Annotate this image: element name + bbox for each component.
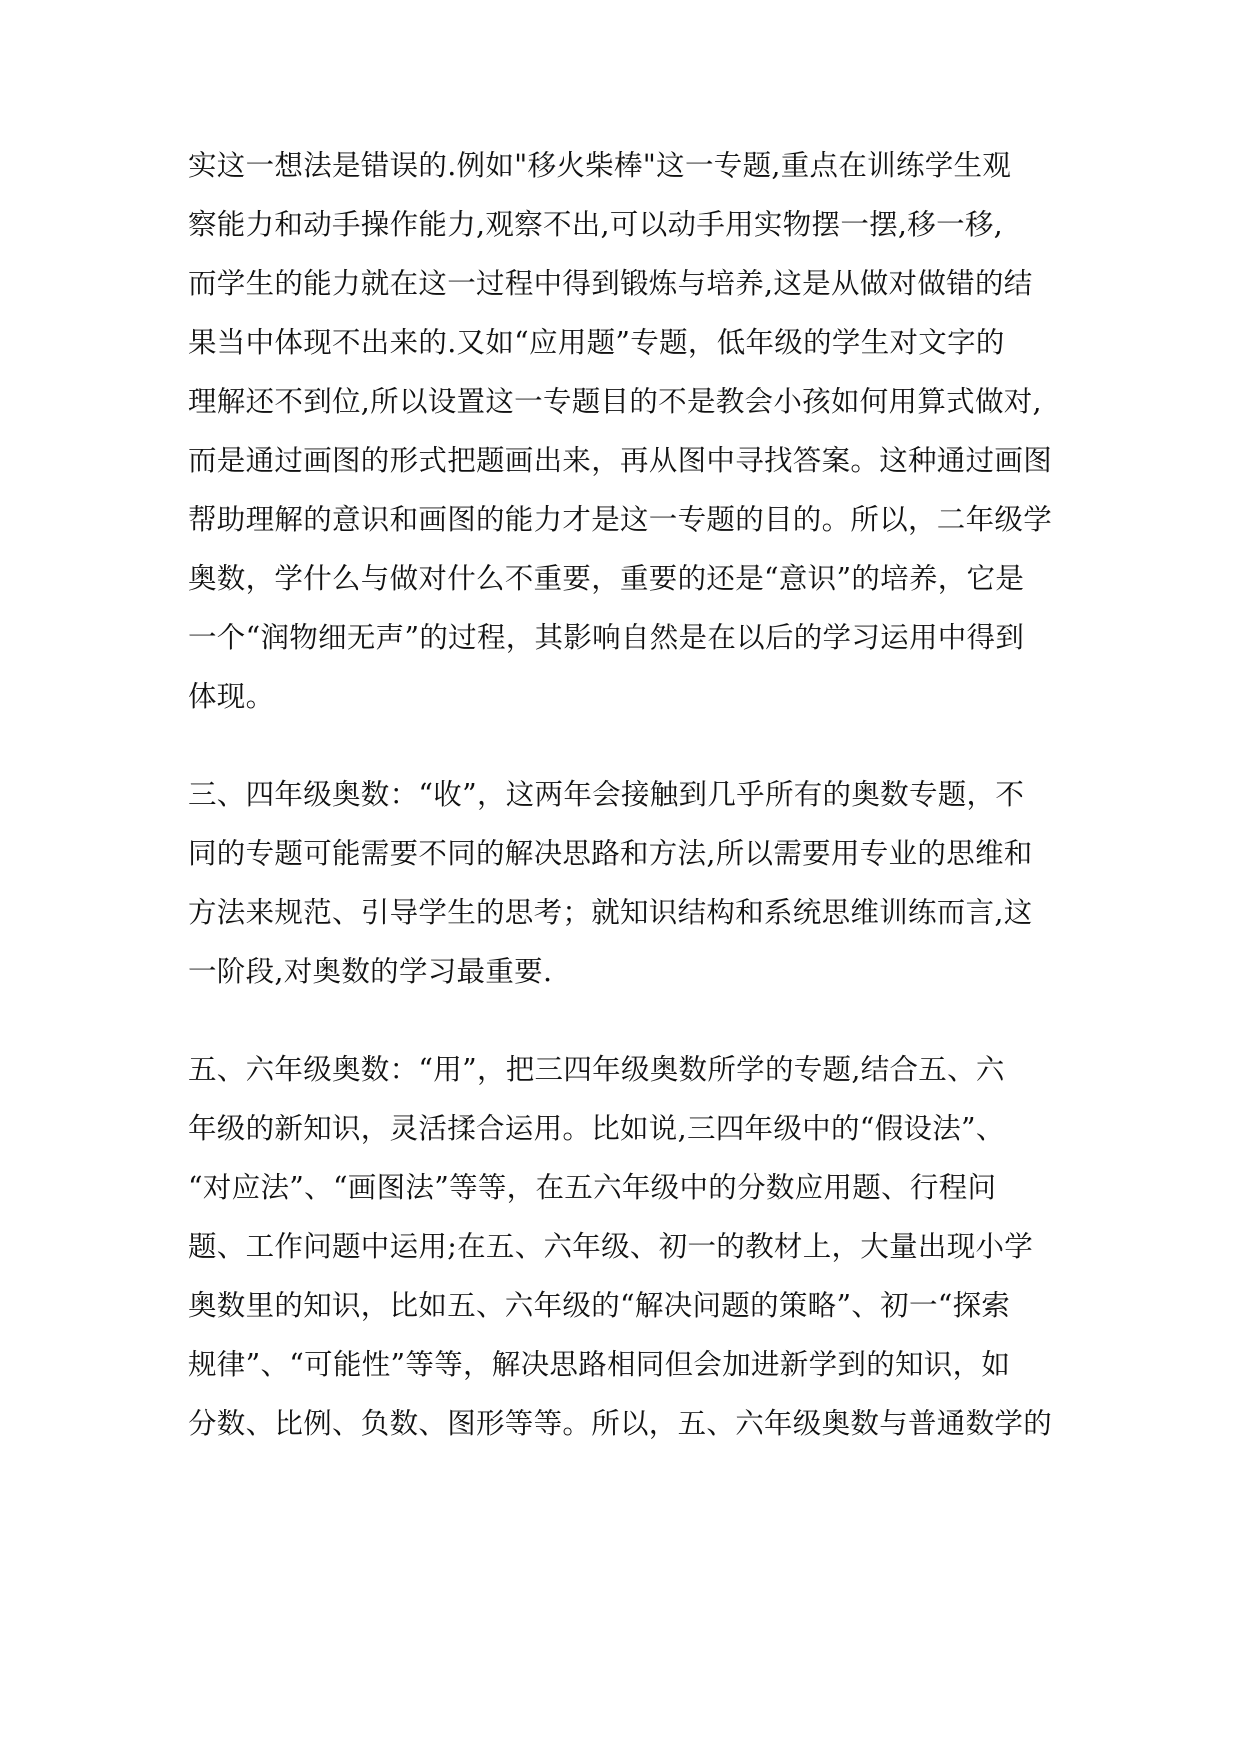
text-line: 体现。	[188, 680, 275, 713]
text-line: 理解还不到位,所以设置这一专题目的不是教会小孩如何用算式做对,	[188, 385, 1042, 418]
text-line: 而是通过画图的形式把题画出来，再从图中寻找答案。这种通过画图	[188, 444, 1053, 477]
text-line: 同的专题可能需要不同的解决思路和方法,所以需要用专业的思维和	[188, 837, 1033, 870]
text-line: 分数、比例、负数、图形等等。所以，五、六年级奥数与普通数学的	[188, 1407, 1053, 1440]
text-line: 而学生的能力就在这一过程中得到锻炼与培养,这是从做对做错的结	[188, 267, 1033, 300]
text-line: 察能力和动手操作能力,观察不出,可以动手用实物摆一摆,移一移,	[188, 208, 1004, 241]
text-line: 年级的新知识，灵活揉合运用。比如说,三四年级中的“假设法”、	[188, 1112, 1005, 1145]
text-line: 奥数，学什么与做对什么不重要，重要的还是“意识”的培养，它是	[188, 562, 1025, 595]
text-line: 果当中体现不出来的.又如“应用题”专题，低年级的学生对文字的	[188, 326, 1005, 359]
text-line: 一个“润物细无声”的过程，其影响自然是在以后的学习运用中得到	[188, 621, 1025, 654]
text-line: 奥数里的知识，比如五、六年级的“解决问题的策略”、初一“探索	[188, 1289, 1011, 1322]
text-line: 实这一想法是错误的.例如"移火柴棒"这一专题,重点在训练学生观	[188, 149, 1012, 182]
text-line: 规律”、“可能性”等等，解决思路相同但会加进新学到的知识，如	[188, 1348, 1011, 1381]
text-line: 三、四年级奥数：“收”，这两年会接触到几乎所有的奥数专题，不	[188, 778, 1025, 811]
text-line: 五、六年级奥数：“用”，把三四年级奥数所学的专题,结合五、六	[188, 1053, 1005, 1086]
text-line: 题、工作问题中运用;在五、六年级、初一的教材上，大量出现小学	[188, 1230, 1034, 1263]
text-line: 方法来规范、引导学生的思考；就知识结构和系统思维训练而言,这	[188, 896, 1033, 929]
text-line: 帮助理解的意识和画图的能力才是这一专题的目的。所以，二年级学	[188, 503, 1053, 536]
text-line: “对应法”、“画图法”等等，在五六年级中的分数应用题、行程问	[188, 1171, 997, 1204]
text-line: 一阶段,对奥数的学习最重要.	[188, 955, 553, 988]
